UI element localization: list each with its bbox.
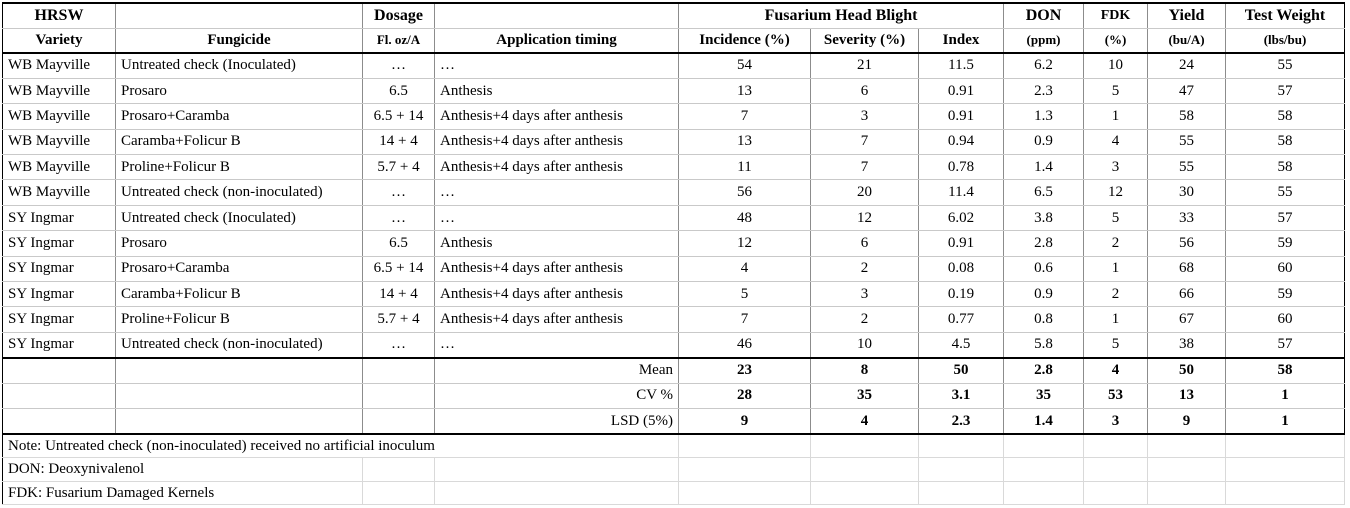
variety-cell: WB Mayville	[3, 104, 116, 129]
header-blank-fungicide	[116, 3, 363, 28]
fdk-cell: 53	[1084, 383, 1148, 409]
variety-cell: WB Mayville	[3, 78, 116, 103]
index-cell: 0.08	[919, 256, 1004, 281]
dosage-cell: …	[363, 53, 435, 78]
don-cell: 6.5	[1004, 180, 1084, 205]
fungicide-cell: Proline+Folicur B	[116, 307, 363, 332]
yield-cell: 58	[1148, 104, 1226, 129]
don-cell: 6.2	[1004, 53, 1084, 78]
test_weight-cell: 58	[1226, 129, 1345, 154]
table-row	[3, 78, 1345, 103]
fdk-cell: 12	[1084, 180, 1148, 205]
timing-cell: Anthesis+4 days after anthesis	[435, 155, 679, 180]
empty-cell	[1148, 458, 1226, 482]
severity-cell: 6	[811, 78, 919, 103]
incidence-cell: 11	[679, 155, 811, 180]
variety-cell: SY Ingmar	[3, 231, 116, 256]
fungicide-cell: Prosaro+Caramba	[116, 104, 363, 129]
test_weight-cell: 57	[1226, 332, 1345, 357]
timing-cell: …	[435, 205, 679, 230]
empty-cell	[1148, 481, 1226, 505]
test_weight-cell: 1	[1226, 383, 1345, 409]
don-cell: 5.8	[1004, 332, 1084, 357]
incidence-cell: 48	[679, 205, 811, 230]
yield-cell: 68	[1148, 256, 1226, 281]
don-cell: 2.8	[1004, 231, 1084, 256]
dosage-cell: 6.5	[363, 78, 435, 103]
table-row	[3, 180, 1345, 205]
dosage-cell: …	[363, 180, 435, 205]
dosage-cell: 14 + 4	[363, 129, 435, 154]
don-cell: 35	[1004, 383, 1084, 409]
don-cell: 0.9	[1004, 129, 1084, 154]
fdk-cell: 3	[1084, 155, 1148, 180]
test_weight-cell: 57	[1226, 78, 1345, 103]
severity-cell: 3	[811, 104, 919, 129]
table-row	[3, 104, 1345, 129]
incidence-cell: 7	[679, 104, 811, 129]
don-cell: 1.4	[1004, 409, 1084, 435]
header-don-unit: (ppm)	[1004, 28, 1084, 53]
table-row	[3, 129, 1345, 154]
severity-cell: 35	[811, 383, 919, 409]
severity-cell: 2	[811, 307, 919, 332]
timing-cell: …	[435, 180, 679, 205]
table-row	[3, 307, 1345, 332]
empty-cell	[1226, 458, 1345, 482]
header-fungicide: Fungicide	[116, 28, 363, 53]
test_weight-cell: 60	[1226, 307, 1345, 332]
severity-cell: 12	[811, 205, 919, 230]
empty-cell	[3, 409, 116, 435]
table-row	[3, 155, 1345, 180]
empty-cell	[116, 383, 363, 409]
empty-cell	[435, 481, 679, 505]
yield-cell: 50	[1148, 358, 1226, 384]
fdk-cell: 3	[1084, 409, 1148, 435]
header-row-1	[3, 3, 1345, 28]
yield-cell: 13	[1148, 383, 1226, 409]
index-cell: 0.77	[919, 307, 1004, 332]
fdk-cell: 4	[1084, 358, 1148, 384]
index-cell: 0.94	[919, 129, 1004, 154]
empty-cell	[811, 458, 919, 482]
severity-cell: 3	[811, 282, 919, 307]
incidence-cell: 23	[679, 358, 811, 384]
header-incidence: Incidence (%)	[679, 28, 811, 53]
fungicide-cell: Caramba+Folicur B	[116, 129, 363, 154]
table-row	[3, 282, 1345, 307]
timing-cell: …	[435, 332, 679, 357]
yield-cell: 47	[1148, 78, 1226, 103]
dosage-cell: 6.5 + 14	[363, 104, 435, 129]
header-variety: Variety	[3, 28, 116, 53]
empty-cell	[116, 409, 363, 435]
data-rows	[3, 53, 1345, 358]
incidence-cell: 7	[679, 307, 811, 332]
header-yield: Yield	[1148, 3, 1226, 28]
severity-cell: 8	[811, 358, 919, 384]
summary-label: LSD (5%)	[435, 409, 679, 435]
don-cell: 2.8	[1004, 358, 1084, 384]
severity-cell: 7	[811, 129, 919, 154]
incidence-cell: 13	[679, 78, 811, 103]
empty-cell	[1004, 458, 1084, 482]
header-test-weight: Test Weight	[1226, 3, 1345, 28]
fungicide-cell: Caramba+Folicur B	[116, 282, 363, 307]
severity-cell: 4	[811, 409, 919, 435]
incidence-cell: 46	[679, 332, 811, 357]
index-cell: 0.91	[919, 231, 1004, 256]
timing-cell: Anthesis+4 days after anthesis	[435, 104, 679, 129]
dosage-cell: 5.7 + 4	[363, 307, 435, 332]
timing-cell: Anthesis+4 days after anthesis	[435, 282, 679, 307]
incidence-cell: 9	[679, 409, 811, 435]
yield-cell: 56	[1148, 231, 1226, 256]
fungicide-cell: Untreated check (Inoculated)	[116, 205, 363, 230]
don-cell: 2.3	[1004, 78, 1084, 103]
incidence-cell: 5	[679, 282, 811, 307]
dosage-cell: 5.7 + 4	[363, 155, 435, 180]
header-don: DON	[1004, 3, 1084, 28]
header-fdk: FDK	[1084, 3, 1148, 28]
empty-cell	[811, 434, 919, 458]
dosage-cell: 6.5	[363, 231, 435, 256]
index-cell: 4.5	[919, 332, 1004, 357]
yield-cell: 55	[1148, 129, 1226, 154]
empty-cell	[363, 383, 435, 409]
empty-cell	[1226, 481, 1345, 505]
test_weight-cell: 55	[1226, 180, 1345, 205]
yield-cell: 55	[1148, 155, 1226, 180]
summary-rows	[3, 358, 1345, 435]
fdk-cell: 2	[1084, 231, 1148, 256]
header-fhb-group: Fusarium Head Blight	[679, 3, 1004, 28]
don-cell: 1.4	[1004, 155, 1084, 180]
dosage-cell: 6.5 + 14	[363, 256, 435, 281]
incidence-cell: 13	[679, 129, 811, 154]
fdk-cell: 5	[1084, 205, 1148, 230]
fdk-cell: 1	[1084, 256, 1148, 281]
empty-cell	[1084, 434, 1148, 458]
header-dosage-unit: Fl. oz/A	[363, 28, 435, 53]
note-text: DON: Deoxynivalenol	[3, 458, 363, 482]
index-cell: 11.4	[919, 180, 1004, 205]
header-index: Index	[919, 28, 1004, 53]
timing-cell: Anthesis+4 days after anthesis	[435, 129, 679, 154]
empty-cell	[919, 434, 1004, 458]
timing-cell: Anthesis+4 days after anthesis	[435, 307, 679, 332]
empty-cell	[1084, 458, 1148, 482]
severity-cell: 6	[811, 231, 919, 256]
fungicide-cell: Prosaro	[116, 78, 363, 103]
index-cell: 0.91	[919, 104, 1004, 129]
severity-cell: 2	[811, 256, 919, 281]
incidence-cell: 28	[679, 383, 811, 409]
incidence-cell: 54	[679, 53, 811, 78]
fungicide-cell: Prosaro	[116, 231, 363, 256]
fungicide-cell: Proline+Folicur B	[116, 155, 363, 180]
empty-cell	[1084, 481, 1148, 505]
note-text: Note: Untreated check (non-inoculated) received no artificial inoculum	[3, 434, 679, 458]
empty-cell	[679, 458, 811, 482]
fungicide-trial-table	[2, 2, 1345, 505]
test_weight-cell: 60	[1226, 256, 1345, 281]
header-severity: Severity (%)	[811, 28, 919, 53]
don-cell: 0.9	[1004, 282, 1084, 307]
incidence-cell: 4	[679, 256, 811, 281]
empty-cell	[919, 458, 1004, 482]
fdk-cell: 4	[1084, 129, 1148, 154]
summary-row	[3, 358, 1345, 384]
fungicide-cell: Prosaro+Caramba	[116, 256, 363, 281]
note-row	[3, 434, 1345, 458]
summary-row	[3, 383, 1345, 409]
note-row	[3, 481, 1345, 505]
table-row	[3, 205, 1345, 230]
variety-cell: SY Ingmar	[3, 307, 116, 332]
empty-cell	[679, 434, 811, 458]
variety-cell: WB Mayville	[3, 129, 116, 154]
index-cell: 6.02	[919, 205, 1004, 230]
test_weight-cell: 55	[1226, 53, 1345, 78]
yield-cell: 67	[1148, 307, 1226, 332]
empty-cell	[679, 481, 811, 505]
fdk-cell: 1	[1084, 104, 1148, 129]
index-cell: 3.1	[919, 383, 1004, 409]
yield-cell: 9	[1148, 409, 1226, 435]
index-cell: 50	[919, 358, 1004, 384]
dosage-cell: …	[363, 332, 435, 357]
table-row	[3, 332, 1345, 357]
timing-cell: Anthesis	[435, 231, 679, 256]
empty-cell	[3, 383, 116, 409]
footnotes	[3, 434, 1345, 505]
incidence-cell: 12	[679, 231, 811, 256]
incidence-cell: 56	[679, 180, 811, 205]
yield-cell: 38	[1148, 332, 1226, 357]
index-cell: 0.19	[919, 282, 1004, 307]
variety-cell: WB Mayville	[3, 155, 116, 180]
severity-cell: 20	[811, 180, 919, 205]
fdk-cell: 5	[1084, 332, 1148, 357]
summary-label: Mean	[435, 358, 679, 384]
summary-row	[3, 409, 1345, 435]
header-blank-timing	[435, 3, 679, 28]
test_weight-cell: 57	[1226, 205, 1345, 230]
index-cell: 0.78	[919, 155, 1004, 180]
timing-cell: …	[435, 53, 679, 78]
fungicide-cell: Untreated check (non-inoculated)	[116, 332, 363, 357]
empty-cell	[3, 358, 116, 384]
dosage-cell: …	[363, 205, 435, 230]
yield-cell: 66	[1148, 282, 1226, 307]
fdk-cell: 5	[1084, 78, 1148, 103]
fungicide-cell: Untreated check (non-inoculated)	[116, 180, 363, 205]
timing-cell: Anthesis+4 days after anthesis	[435, 256, 679, 281]
index-cell: 2.3	[919, 409, 1004, 435]
test_weight-cell: 1	[1226, 409, 1345, 435]
empty-cell	[363, 458, 435, 482]
empty-cell	[811, 481, 919, 505]
variety-cell: WB Mayville	[3, 180, 116, 205]
header-application-timing: Application timing	[435, 28, 679, 53]
variety-cell: SY Ingmar	[3, 205, 116, 230]
empty-cell	[1004, 481, 1084, 505]
test_weight-cell: 58	[1226, 358, 1345, 384]
variety-cell: SY Ingmar	[3, 332, 116, 357]
variety-cell: SY Ingmar	[3, 256, 116, 281]
empty-cell	[363, 358, 435, 384]
empty-cell	[1148, 434, 1226, 458]
test_weight-cell: 59	[1226, 282, 1345, 307]
don-cell: 0.8	[1004, 307, 1084, 332]
note-row	[3, 458, 1345, 482]
severity-cell: 10	[811, 332, 919, 357]
note-text: FDK: Fusarium Damaged Kernels	[3, 481, 363, 505]
empty-cell	[1004, 434, 1084, 458]
test_weight-cell: 58	[1226, 104, 1345, 129]
test_weight-cell: 58	[1226, 155, 1345, 180]
yield-cell: 24	[1148, 53, 1226, 78]
table-row	[3, 53, 1345, 78]
fungicide-cell: Untreated check (Inoculated)	[116, 53, 363, 78]
header-tw-unit: (lbs/bu)	[1226, 28, 1345, 53]
variety-cell: SY Ingmar	[3, 282, 116, 307]
table-row	[3, 231, 1345, 256]
severity-cell: 7	[811, 155, 919, 180]
table-header	[3, 3, 1345, 53]
yield-cell: 30	[1148, 180, 1226, 205]
variety-cell: WB Mayville	[3, 53, 116, 78]
fdk-cell: 10	[1084, 53, 1148, 78]
test_weight-cell: 59	[1226, 231, 1345, 256]
summary-label: CV %	[435, 383, 679, 409]
empty-cell	[1226, 434, 1345, 458]
don-cell: 3.8	[1004, 205, 1084, 230]
fdk-cell: 1	[1084, 307, 1148, 332]
empty-cell	[363, 481, 435, 505]
timing-cell: Anthesis	[435, 78, 679, 103]
severity-cell: 21	[811, 53, 919, 78]
header-row-2	[3, 28, 1345, 53]
index-cell: 11.5	[919, 53, 1004, 78]
header-fdk-unit: (%)	[1084, 28, 1148, 53]
empty-cell	[435, 458, 679, 482]
dosage-cell: 14 + 4	[363, 282, 435, 307]
don-cell: 0.6	[1004, 256, 1084, 281]
yield-cell: 33	[1148, 205, 1226, 230]
empty-cell	[363, 409, 435, 435]
table-row	[3, 256, 1345, 281]
fdk-cell: 2	[1084, 282, 1148, 307]
header-dosage: Dosage	[363, 3, 435, 28]
empty-cell	[919, 481, 1004, 505]
header-yield-unit: (bu/A)	[1148, 28, 1226, 53]
don-cell: 1.3	[1004, 104, 1084, 129]
index-cell: 0.91	[919, 78, 1004, 103]
empty-cell	[116, 358, 363, 384]
header-hrsw: HRSW	[3, 3, 116, 28]
